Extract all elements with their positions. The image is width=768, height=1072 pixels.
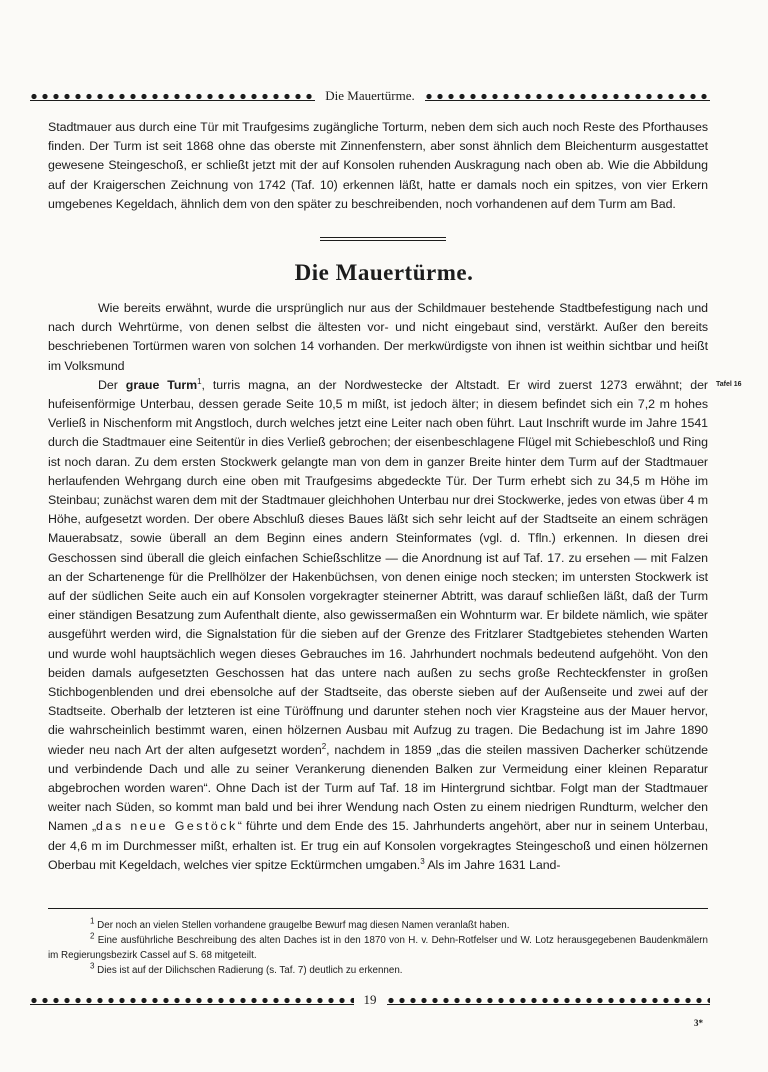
page-number: 19 bbox=[363, 992, 377, 1007]
footnote-ref-1: 1 bbox=[197, 376, 202, 386]
footnote-ref-3: 3 bbox=[420, 856, 425, 866]
p2-text-c: “ führte und dem Ende des 15. Jahrhunderts angehört, aber nur in seinem Unterbau, der 4,6 m im Durchmesser mißt, erhalten ist. Er trug ein auf Konsolen vorgekragtes Steingeschoß und einen hölzernen Oberbau mit Kegeldach, welches vier spitze Ecktürmchen umgaben. bbox=[48, 819, 708, 872]
section-divider bbox=[320, 237, 446, 241]
footnote-1-num: 1 bbox=[90, 916, 95, 926]
footer-ornament-right bbox=[387, 996, 711, 1005]
intro-text: Stadtmauer aus durch eine Tür mit Traufgesims zugängliche Torturm, neben dem sich auch noch Reste des Pforthauses finden. Der Turm ist seit 1868 ohne das oberste mit Zinnenfenstern, aber sonst ähnlich dem Bleichenturm ausgestattet gewesene Steingeschoß, er schließt jetzt mit der auf Konsolen ruhenden Auskragung nach oben ab. Wie die Abbildung auf der Kraigerschen Zeichnung von 1742 (Taf. 10) erkennen läßt, hatte er damals noch ein spitzes, von vier Erkern umgebenes Kegeldach, ähnlich dem von den später zu beschreibenden, noch vorhandenen auf dem Turm am Bad. bbox=[48, 120, 708, 211]
footnote-rule bbox=[48, 908, 708, 909]
footer-ornament-left bbox=[30, 996, 354, 1005]
p2-intro: Der bbox=[98, 377, 118, 392]
neue-gestoeck-term: das neue Gestöck bbox=[96, 819, 238, 834]
section-title: Die Mauertürme. bbox=[294, 260, 474, 285]
footnote-3-text: Dies ist auf der Dilichschen Radierung (s. Taf. 7) deutlich zu erkennen. bbox=[94, 965, 403, 976]
paragraph-1: Wie bereits erwähnt, wurde die ursprünglich nur aus der Schildmauer bestehende Stadtbefestigung nach und nach durch Wehrtürme, von denen selbst die ältesten vor- und nicht eingebaut sind, verstärkt. Außer den bereits beschriebenen Tortürmen waren von solchen 14 vorhanden. Der merkwürdigste von ihnen ist weithin sichtbar und heißt im Volksmund bbox=[48, 301, 708, 373]
footer-ornament-band bbox=[30, 992, 710, 1008]
ornament-left bbox=[30, 92, 315, 101]
footnote-1 bbox=[48, 918, 708, 933]
margin-note-tafel: Tafel 16 bbox=[716, 381, 742, 388]
p2-text-d: Als im Jahre 1631 Land- bbox=[424, 857, 561, 872]
footnote-3-num: 3 bbox=[90, 961, 95, 971]
p2-text-a: , turris magna, an der Nordwestecke der Altstadt. Er wird zuerst 1273 erwähnt; der hufeisenförmige Unterbau, dessen gerade Seite 10,5 m mißt, ist jedoch älter; in diesem befindet sich ein 7,2 m hohes Verließ in Nischenform mit Angstloch, durch welches jetzt eine Leiter nach oben führt. Laut Inschrift wurde im Jahre 1541 durch die Stadtmauer eine Seitentür in dies Verließ gebrochen; der eisenbeschlagene Flügel mit Schiebeschloß und Ring ist noch daran. Zu dem ersten Stockwerk gelangte man von dem in ganzer Breite hinter dem Turm auf der Stadtmauer herlaufenden Wehrgang durch eine oben mit Traufgesims abgedeckte Tür. Der Turm erhebt sich zu 34,5 m Höhe im Steinbau; zunächst waren dem mit der Stadtmauer gleichhohen Unterbau nur drei Stockwerke, jedes von etwas über 4 m Höhe, aufgesetzt worden. Der obere Abschluß dieses Baues läßt sich sehr leicht auf der Stadtseite an einem schrägen Mauerabsatz, sowie überall an dem Beginn eines andern Steinformates (vgl. d. Tfln.) erkennen. In diesen drei Geschossen sind überall die gleich einfachen Schießschlitze — die Anordnung ist auf Taf. 17. zu ersehen — mit Falzen an der Schartenenge für die Prellhölzer der Hakenbüchsen, von denen einige noch stecken; im untersten Stockwerk ist auf der südlichen Seite auch ein auf Konsolen vorgekragter steinerner Abtritt, was darauf schließen läßt, daß der Turm einer ständigen Besatzung zum Aufenthalt diente, also gewissermaßen ein Wohnturm war. Er bildete nämlich, wie später ausgeführt werden wird, die Signalstation für die sieben auf der Grenze des Fritzlarer Stadtgebietes stehenden Warten und wurde wohl hauptsächlich wegen dieses Gebrauches im 16. Jahrhundert nochmals bedeutend aufgehöht. Von den beiden damals aufgesetzten Geschossen hat das untere nach außen zu sechs große Rechteckfenster in großen Stichbogenblenden und drei ebensolche auf der Stadtseite, das oberste sieben auf der Außenseite und zwei auf der Stadtseite. Oberhalb der letzteren ist eine Türöffnung und darunter stehen noch vier Kragsteine aus der Mauer hervor, die wahrscheinlich bestimmt waren, einen hölzernen Ausbau mit Aufzug zu tragen. Die Bedachung ist im Jahre 1890 wieder neu nach Art der alten aufgesetzt worden bbox=[48, 377, 708, 757]
footnote-ref-2: 2 bbox=[321, 741, 327, 751]
running-head: Die Mauertürme. bbox=[325, 88, 415, 103]
ornament-right bbox=[425, 92, 710, 101]
footnote-3 bbox=[48, 963, 708, 978]
footnote-2-num: 2 bbox=[90, 931, 95, 941]
intro-paragraph bbox=[48, 118, 708, 214]
footnote-1-text: Der noch an vielen Stellen vorhandene graugelbe Bewurf mag diesen Namen veranlaßt haben. bbox=[94, 920, 510, 931]
graue-turm-term: graue Turm bbox=[125, 377, 198, 392]
footnote-2-text: Eine ausführliche Beschreibung des alten Daches ist in den 1870 von H. v. Dehn-Rotfelser und W. Lotz herausgegebenen Baudenkmälern im Regierungsbezirk Cassel auf S. 68 mitgeteilt. bbox=[48, 935, 708, 961]
footnote-2 bbox=[48, 933, 708, 963]
footnotes bbox=[48, 918, 708, 978]
p2-text-b: , nachdem in 1859 „das die steilen massiven Dacherker schützende und verbindende Dach und alle zu seiner Verankerung dienenden Balken zur Vermeidung einer kleinen Reparatur abgebrochen worden waren“. Ohne Dach ist der Turm auf Taf. 18 im Hintergrund sichtbar. Folgt man der Stadtmauer weiter nach Süden, so kommt man bald und bei ihrer Wendung nach Osten zu einem niedrigen Rundturm, welcher den Namen „ bbox=[48, 742, 709, 834]
header-ornament-band bbox=[30, 88, 710, 104]
main-text bbox=[48, 299, 708, 875]
paragraph-2 bbox=[48, 376, 708, 875]
signature-mark: 3* bbox=[694, 1018, 703, 1028]
